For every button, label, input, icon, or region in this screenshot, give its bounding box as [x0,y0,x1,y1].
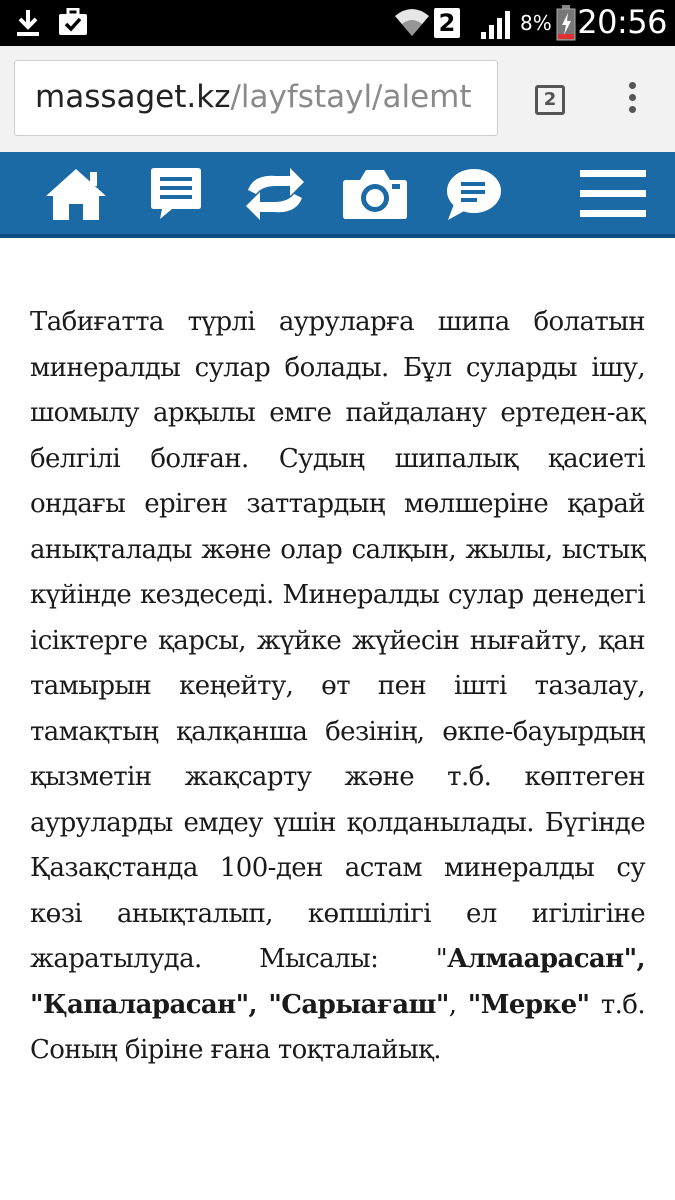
download-icon [14,8,42,38]
camera-icon[interactable] [342,166,408,222]
tab-switcher-button[interactable]: 2 [535,85,565,115]
refresh-icon[interactable] [240,166,310,222]
url-bar[interactable] [14,60,498,136]
clock: 20:56 [577,3,667,41]
article-text-end: т.б. Соның біріне ғана тоқталайық. [30,989,645,1065]
battery-icon [556,5,576,41]
separator: , [448,989,468,1020]
briefcase-check-icon [58,8,88,36]
site-nav-bar [0,152,675,238]
article-text: Табиғатта түрлі ауруларға шипа болатын минералды сулар болады. Бұл суларды ішу, шомылу арқылы емге пайдалану ертеден-ақ белгілі болған. Судың шипалық қасиеті ондағы еріген заттардың мөлшеріне қарай анықталады және олар салқын, жылы, ыстық күйінде кездеседі. Минералды сулар денедегі ісіктерге қарсы, жүйке жүйесін нығайту, қан тамырын кеңейту, өт пен ішті тазалау, тамақтың қалқанша безінің, өкпе-бауырдың қызметін жақсарту және т.б. көптеген ауруларды емдеу үшін қолданылады. Бүгінде Қазақстанда 100-ден астам минералды су көзі анықталып, көпшілігі ел игілігіне жаратылуда. Мысалы: [30,307,645,974]
url-path: /layfstayl/alemt [230,79,472,115]
news-icon[interactable] [150,166,202,222]
url-host: massaget.kz [35,79,231,115]
home-icon[interactable] [44,166,108,222]
separator [257,990,268,1020]
sim-slot-badge: 2 [434,8,460,38]
spring-name-merke: "Мерке" [467,989,590,1020]
spring-name-almaarasan: Алмаарасан", [447,944,645,974]
browser-toolbar [0,46,675,152]
overflow-menu-icon[interactable] [622,82,642,122]
quote-mark: " [435,944,448,974]
wifi-icon [394,6,430,38]
spring-name-kapalarasan: "Қапаларасан", [30,989,257,1020]
url-text [35,79,472,115]
article-body [30,300,645,1074]
status-bar [0,0,675,46]
spring-name-saryagash: "Сарыағаш" [268,989,449,1020]
battery-percent: 8% [520,11,552,35]
signal-icon [480,8,514,40]
chat-icon[interactable] [444,166,502,222]
hamburger-menu-icon[interactable] [580,170,646,218]
